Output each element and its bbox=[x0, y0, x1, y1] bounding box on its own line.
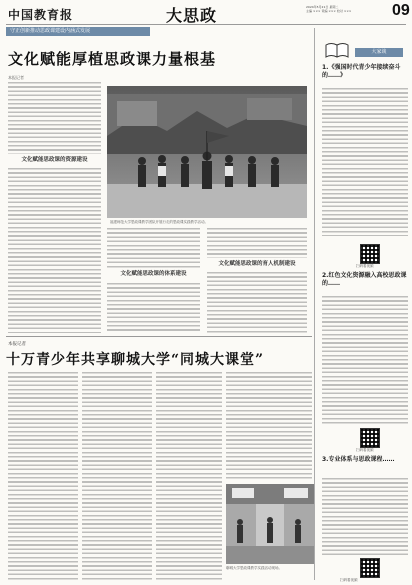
lead-column-2-text bbox=[107, 228, 200, 268]
lead-photo-image bbox=[107, 86, 307, 218]
second-column-4-text bbox=[226, 372, 312, 480]
second-column-2-text bbox=[82, 372, 152, 580]
lead-subhead-1: 文化赋能思政课的资源建设 bbox=[21, 157, 88, 163]
qr-label-2: 扫码看视频 bbox=[356, 448, 374, 452]
lead-photo bbox=[107, 86, 307, 218]
second-photo-caption: 聊城大学思政课教学实践活动现场。 bbox=[226, 566, 282, 570]
lead-column-2b-text bbox=[107, 283, 200, 333]
sidebar-item-2-text bbox=[322, 296, 408, 424]
lead-column-1-text bbox=[8, 82, 101, 154]
lead-subhead-3: 文化赋能思政课的育人机制建设 bbox=[218, 261, 296, 267]
sidebar-divider bbox=[314, 28, 315, 580]
section-title: 大思政 bbox=[166, 6, 218, 25]
page-number: 09 bbox=[392, 2, 410, 19]
sidebar-item-2-title: 2.红色文化资源融入高校思政课的…… bbox=[322, 272, 407, 287]
sidebar-item-1-text bbox=[322, 88, 408, 236]
second-article-tag: 本报记者 bbox=[8, 342, 26, 347]
second-column-1-text bbox=[8, 372, 78, 580]
editor-line: 主编 ××× 责编 ××× 校对 ××× bbox=[306, 9, 352, 13]
lead-column-3b-text bbox=[207, 272, 307, 333]
book-icon bbox=[325, 42, 349, 58]
qr-code-2 bbox=[360, 428, 380, 448]
lead-byline: 本报记者 bbox=[8, 75, 24, 80]
sidebar-item-3-title: 3.专业体系与思政课程…… bbox=[322, 456, 395, 463]
second-headline: 十万青少年共享聊城大学“同城大课堂” bbox=[6, 352, 265, 368]
section-banner: 守正创新推动思政课建设内涵式发展 bbox=[6, 27, 150, 36]
sidebar-header: 大家谈 bbox=[355, 48, 403, 57]
newspaper-logo: 中国教育报 bbox=[8, 8, 74, 22]
second-column-3-text bbox=[156, 372, 222, 580]
second-photo bbox=[226, 484, 314, 564]
article-divider bbox=[6, 336, 312, 337]
sidebar-item-1-title: 1.《强国时代青少年接续奋斗的……》 bbox=[322, 64, 401, 79]
sidebar-item-3-text bbox=[322, 478, 408, 558]
qr-code-1 bbox=[360, 244, 380, 264]
issue-meta bbox=[306, 5, 386, 13]
lead-headline: 文化赋能厚植思政课力量根基 bbox=[8, 50, 217, 68]
qr-label-3: 扫码看视频 bbox=[340, 578, 358, 582]
lead-column-3-text bbox=[207, 228, 307, 258]
issue-date: 2024年5月21日 星期二 bbox=[306, 5, 339, 9]
qr-code-3 bbox=[360, 558, 380, 578]
qr-label-1: 扫码看视频 bbox=[356, 264, 374, 268]
masthead bbox=[6, 2, 410, 25]
second-photo-image bbox=[226, 484, 314, 564]
lead-subhead-2: 文化赋能思政课的体系建设 bbox=[120, 271, 187, 277]
lead-photo-caption: 福建师范大学思政课教学团队开展行走的思政课实践教学活动。 bbox=[110, 220, 208, 224]
lead-column-1b-text bbox=[8, 168, 101, 333]
